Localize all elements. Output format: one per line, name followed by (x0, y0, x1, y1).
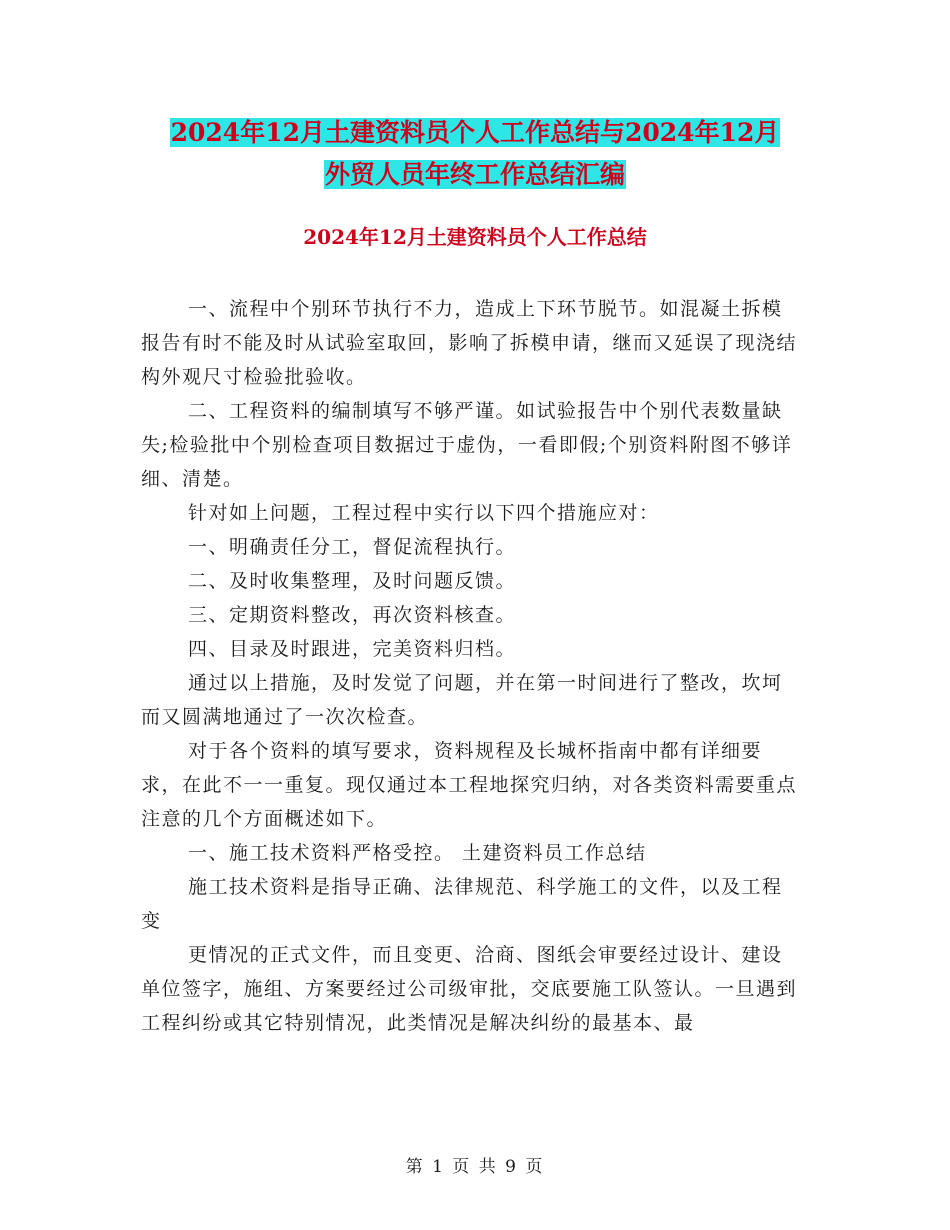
document-body (141, 292, 801, 1040)
paragraph: 一、明确责任分工，督促流程执行。 (188, 536, 517, 558)
paragraph: 通过以上措施，及时发觉了问题，并在第一时间进行了整改，坎坷而又圆满地通过了一次次检查。 (141, 672, 783, 728)
paragraph: 四、目录及时跟进，完美资料归档。 (188, 638, 517, 660)
section-title: 2024年12月土建资料员个人工作总结 (303, 225, 647, 249)
paragraph: 二、及时收集整理，及时问题反馈。 (188, 570, 517, 592)
paragraph: 一、施工技术资料严格受控。 土建资料员工作总结 (188, 842, 647, 864)
paragraph: 针对如上问题，工程过程中实行以下四个措施应对： (188, 502, 660, 524)
document-title-line-1: 2024年12月土建资料员个人工作总结与2024年12月 (170, 118, 780, 147)
paragraph: 二、工程资料的编制填写不够严谨。如试验报告中个别代表数量缺失;检验批中个别检查项目数据过于虚伪，一看即假;个别资料附图不够详细、清楚。 (141, 400, 793, 490)
paragraph: 施工技术资料是指导正确、法律规范、科学施工的文件，以及工程变 (141, 876, 783, 932)
paragraph: 一、流程中个别环节执行不力，造成上下环节脱节。如混凝土拆模报告有时不能及时从试验室取回，影响了拆模申请，继而又延误了现浇结构外观尺寸检验批验收。 (141, 298, 798, 388)
paragraph: 更情况的正式文件，而且变更、洽商、图纸会审要经过设计、建设单位签字，施组、方案要经过公司级审批，交底要施工队签认。一旦遇到工程纠纷或其它特别情况，此类情况是解决纠纷的最基本、最 (141, 944, 798, 1034)
paragraph: 三、定期资料整改，再次资料核查。 (188, 604, 517, 626)
document-title (140, 112, 810, 196)
paragraph: 对于各个资料的填写要求，资料规程及长城杯指南中都有详细要求，在此不一一重复。现仅通过本工程地探究归纳，对各类资料需要重点注意的几个方面概述如下。 (141, 740, 798, 830)
page-footer: 第 1 页 共 9 页 (405, 1157, 545, 1177)
document-title-line-2: 外贸人员年终工作总结汇编 (324, 160, 625, 189)
